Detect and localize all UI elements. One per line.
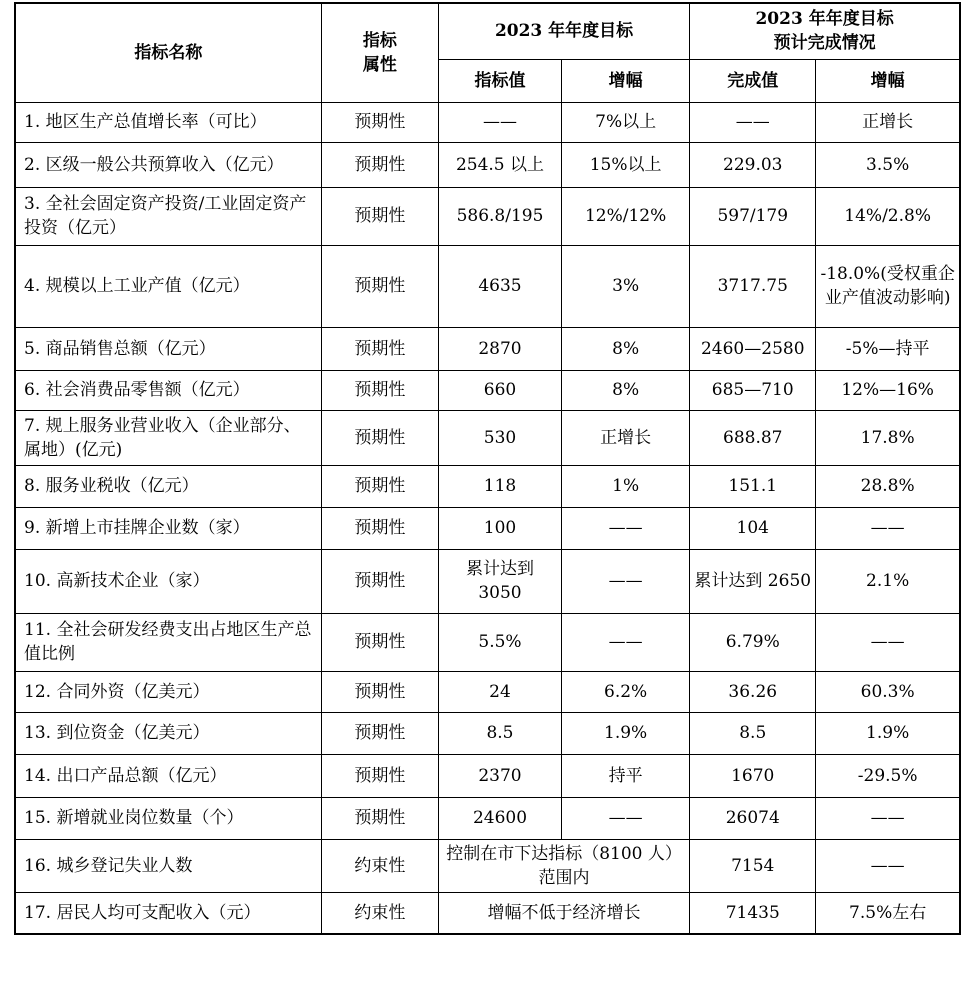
- header-indicator-name: 指标名称: [15, 3, 321, 102]
- target-value-cell: 2370: [438, 754, 561, 797]
- target-value-cell: ——: [438, 102, 561, 142]
- target-value-cell: 100: [438, 507, 561, 549]
- actual-growth-cell: ——: [816, 839, 960, 892]
- indicator-name-cell: 1. 地区生产总值增长率（可比）: [15, 102, 321, 142]
- indicator-attribute-cell: 预期性: [321, 613, 438, 671]
- target-growth-cell: 8%: [562, 370, 690, 410]
- indicator-name-cell: 4. 规模以上工业产值（亿元）: [15, 245, 321, 327]
- indicator-name-cell: 3. 全社会固定资产投资/工业固定资产投资（亿元）: [15, 187, 321, 245]
- actual-growth-cell: 正增长: [816, 102, 960, 142]
- header-attribute-line2: 属性: [362, 54, 397, 75]
- target-value-cell: 586.8/195: [438, 187, 561, 245]
- actual-growth-cell: -18.0%(受权重企业产值波动影响): [816, 245, 960, 327]
- indicator-name-cell: 2. 区级一般公共预算收入（亿元）: [15, 142, 321, 187]
- table-row: [15, 839, 960, 892]
- actual-growth-cell: ——: [816, 613, 960, 671]
- header-actual-growth: 增幅: [816, 59, 960, 102]
- target-value-cell: 530: [438, 410, 561, 465]
- actual-growth-cell: 60.3%: [816, 671, 960, 712]
- actual-growth-cell: 28.8%: [816, 465, 960, 507]
- actual-value-cell: 685—710: [690, 370, 816, 410]
- actual-value-cell: 7154: [690, 839, 816, 892]
- indicator-name-cell: 5. 商品销售总额（亿元）: [15, 327, 321, 370]
- target-merged-cell: 控制在市下达指标（8100 人）范围内: [438, 839, 689, 892]
- target-value-cell: 660: [438, 370, 561, 410]
- actual-value-cell: 36.26: [690, 671, 816, 712]
- actual-value-cell: 104: [690, 507, 816, 549]
- header-attribute-line1: 指标: [362, 30, 397, 51]
- header-target-value: 指标值: [438, 59, 561, 102]
- table-row: [15, 712, 960, 754]
- table-row: [15, 754, 960, 797]
- indicator-attribute-cell: 预期性: [321, 410, 438, 465]
- actual-growth-cell: 3.5%: [816, 142, 960, 187]
- actual-growth-cell: -29.5%: [816, 754, 960, 797]
- indicator-attribute-cell: 约束性: [321, 892, 438, 934]
- actual-value-cell: 151.1: [690, 465, 816, 507]
- header-expected-completion: [690, 3, 960, 59]
- header-target-growth: 增幅: [562, 59, 690, 102]
- target-growth-cell: 持平: [562, 754, 690, 797]
- indicator-name-cell: 17. 居民人均可支配收入（元）: [15, 892, 321, 934]
- actual-value-cell: 3717.75: [690, 245, 816, 327]
- actual-growth-cell: 1.9%: [816, 712, 960, 754]
- table-row: [15, 465, 960, 507]
- indicator-name-cell: 14. 出口产品总额（亿元）: [15, 754, 321, 797]
- actual-value-cell: 6.79%: [690, 613, 816, 671]
- target-value-cell: 24: [438, 671, 561, 712]
- table-row: [15, 507, 960, 549]
- indicator-attribute-cell: 预期性: [321, 465, 438, 507]
- target-value-cell: 118: [438, 465, 561, 507]
- target-value-cell: 5.5%: [438, 613, 561, 671]
- indicator-attribute-cell: 预期性: [321, 712, 438, 754]
- table-row: [15, 410, 960, 465]
- target-growth-cell: 3%: [562, 245, 690, 327]
- target-growth-cell: ——: [562, 507, 690, 549]
- actual-growth-cell: 7.5%左右: [816, 892, 960, 934]
- table-row: [15, 892, 960, 934]
- table-row: [15, 187, 960, 245]
- actual-value-cell: 1670: [690, 754, 816, 797]
- actual-growth-cell: 14%/2.8%: [816, 187, 960, 245]
- header-forecast-line2: 预计完成情况: [773, 33, 876, 54]
- indicator-name-cell: 13. 到位资金（亿美元）: [15, 712, 321, 754]
- target-value-cell: 254.5 以上: [438, 142, 561, 187]
- header-forecast-line1: 2023 年年度目标: [755, 9, 894, 30]
- header-actual-value: 完成值: [690, 59, 816, 102]
- actual-growth-cell: -5%—持平: [816, 327, 960, 370]
- actual-value-cell: 597/179: [690, 187, 816, 245]
- indicator-attribute-cell: 预期性: [321, 507, 438, 549]
- indicator-name-cell: 6. 社会消费品零售额（亿元）: [15, 370, 321, 410]
- indicator-attribute-cell: 预期性: [321, 797, 438, 839]
- table-row: [15, 797, 960, 839]
- actual-growth-cell: 2.1%: [816, 549, 960, 613]
- indicator-name-cell: 11. 全社会研发经费支出占地区生产总值比例: [15, 613, 321, 671]
- target-value-cell: 4635: [438, 245, 561, 327]
- target-merged-cell: 增幅不低于经济增长: [438, 892, 689, 934]
- indicator-attribute-cell: 预期性: [321, 187, 438, 245]
- target-growth-cell: 1.9%: [562, 712, 690, 754]
- table-row: [15, 549, 960, 613]
- target-value-cell: 8.5: [438, 712, 561, 754]
- actual-value-cell: 229.03: [690, 142, 816, 187]
- actual-value-cell: 8.5: [690, 712, 816, 754]
- header-indicator-attribute: [321, 3, 438, 102]
- actual-growth-cell: 12%—16%: [816, 370, 960, 410]
- indicator-attribute-cell: 约束性: [321, 839, 438, 892]
- target-growth-cell: 正增长: [562, 410, 690, 465]
- target-growth-cell: 7%以上: [562, 102, 690, 142]
- target-growth-cell: 1%: [562, 465, 690, 507]
- actual-value-cell: ——: [690, 102, 816, 142]
- target-growth-cell: 15%以上: [562, 142, 690, 187]
- target-growth-cell: ——: [562, 549, 690, 613]
- table-row: [15, 370, 960, 410]
- actual-value-cell: 累计达到 2650: [690, 549, 816, 613]
- table-row: [15, 671, 960, 712]
- table-row: [15, 245, 960, 327]
- actual-growth-cell: ——: [816, 507, 960, 549]
- table-row: [15, 613, 960, 671]
- target-growth-cell: ——: [562, 797, 690, 839]
- indicator-attribute-cell: 预期性: [321, 142, 438, 187]
- indicator-attribute-cell: 预期性: [321, 370, 438, 410]
- actual-value-cell: 71435: [690, 892, 816, 934]
- actual-value-cell: 2460—2580: [690, 327, 816, 370]
- actual-growth-cell: 17.8%: [816, 410, 960, 465]
- target-value-cell: 2870: [438, 327, 561, 370]
- target-value-cell: 累计达到 3050: [438, 549, 561, 613]
- target-growth-cell: 8%: [562, 327, 690, 370]
- indicator-name-cell: 9. 新增上市挂牌企业数（家）: [15, 507, 321, 549]
- indicator-attribute-cell: 预期性: [321, 102, 438, 142]
- actual-value-cell: 688.87: [690, 410, 816, 465]
- table-row: [15, 327, 960, 370]
- indicator-attribute-cell: 预期性: [321, 327, 438, 370]
- indicator-name-cell: 12. 合同外资（亿美元）: [15, 671, 321, 712]
- actual-value-cell: 26074: [690, 797, 816, 839]
- indicator-name-cell: 10. 高新技术企业（家）: [15, 549, 321, 613]
- target-growth-cell: ——: [562, 613, 690, 671]
- target-growth-cell: 6.2%: [562, 671, 690, 712]
- header-annual-target: 2023 年年度目标: [438, 3, 689, 59]
- indicator-attribute-cell: 预期性: [321, 671, 438, 712]
- indicator-name-cell: 16. 城乡登记失业人数: [15, 839, 321, 892]
- actual-growth-cell: ——: [816, 797, 960, 839]
- indicator-name-cell: 15. 新增就业岗位数量（个）: [15, 797, 321, 839]
- indicator-attribute-cell: 预期性: [321, 245, 438, 327]
- indicator-table: [14, 2, 961, 935]
- table-row: [15, 142, 960, 187]
- indicator-attribute-cell: 预期性: [321, 754, 438, 797]
- indicator-name-cell: 8. 服务业税收（亿元）: [15, 465, 321, 507]
- target-value-cell: 24600: [438, 797, 561, 839]
- indicator-attribute-cell: 预期性: [321, 549, 438, 613]
- indicator-name-cell: 7. 规上服务业营业收入（企业部分、属地）(亿元): [15, 410, 321, 465]
- target-growth-cell: 12%/12%: [562, 187, 690, 245]
- table-row: [15, 102, 960, 142]
